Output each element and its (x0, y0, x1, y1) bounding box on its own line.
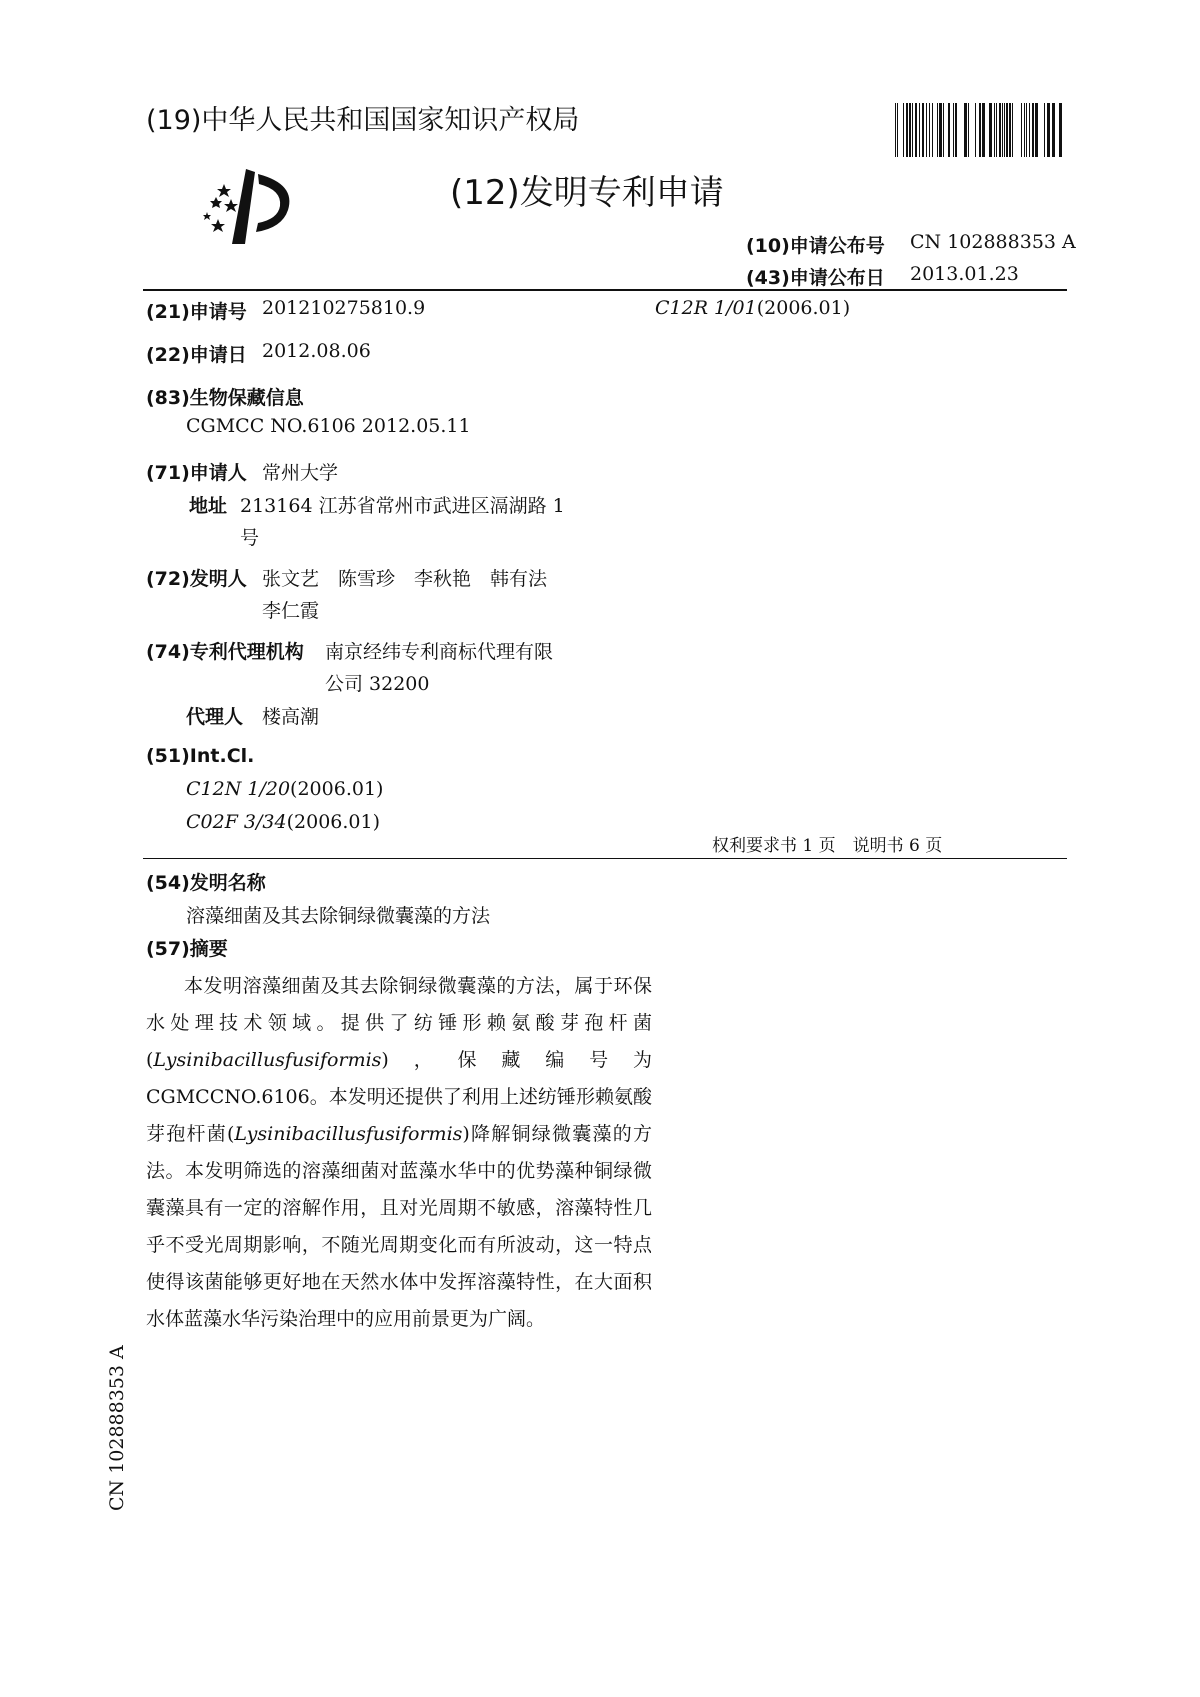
pub-number-value: CN 102888353 A (910, 231, 1076, 253)
address-line-1: 213164 江苏省常州市武进区滆湖路 1 (240, 495, 565, 517)
ipc-entry-1 (186, 778, 383, 800)
ipc-entry-2 (186, 811, 380, 833)
app-date-label: (22)申请日 (146, 344, 247, 366)
page-count: 权利要求书 1 页 说明书 6 页 (712, 836, 943, 856)
applicant-label: (71)申请人 (146, 462, 247, 484)
abstract-label: (57)摘要 (146, 938, 228, 960)
agent-label: 代理人 (186, 706, 244, 728)
ipc-entry-3 (655, 297, 850, 319)
species-name: Lysinibacillusfusiformis (234, 1123, 463, 1145)
issuing-office: (19)中华人民共和国国家知识产权局 (146, 105, 580, 136)
title-label: (54)发明名称 (146, 872, 266, 894)
cnipa-logo (198, 166, 310, 250)
pub-date-label: (43)申请公布日 (746, 267, 885, 289)
ipc-code: C02F 3/34 (186, 811, 287, 833)
header-rule (143, 289, 1067, 291)
section-rule (143, 858, 1067, 859)
agency-line-2: 公司 32200 (325, 673, 430, 695)
ipc-code: C12R 1/01 (655, 297, 757, 319)
barcode (893, 103, 1064, 157)
abstract-part: 本发明溶藻细菌及其去除铜绿微囊藻的方法，属于环保水处理技术领域。提供了纺锤形赖氨酸芽孢杆菌( (146, 975, 652, 1071)
inventors-line-2: 李仁霞 (262, 600, 320, 622)
app-number-value: 201210275810.9 (262, 297, 426, 319)
ipc-version: (2006.01) (286, 811, 381, 833)
abstract-part: )，保藏编号为 CGMCCNO.6106。本发明还提供了利用上述纺锤形赖氨酸芽孢杆菌( (146, 1049, 652, 1145)
invention-title: 溶藻细菌及其去除铜绿微囊藻的方法 (186, 905, 491, 927)
species-name: Lysinibacillusfusiformis (153, 1049, 382, 1071)
ipc-version: (2006.01) (756, 297, 851, 319)
address-label: 地址 (189, 495, 228, 517)
abstract-part: )降解铜绿微囊藻的方法。本发明筛选的溶藻细菌对蓝藻水华中的优势藻种铜绿微囊藻具有一定的溶解作用，且对光周期不敏感，溶藻特性几乎不受光周期影响，不随光周期变化而有所波动，这一特点使得该菌能够更好地在天然水体中发挥溶藻特性，在大面积水体蓝藻水华污染治理中的应用前景更为广阔。 (146, 1123, 652, 1330)
side-publication-number: CN 102888353 A (106, 1345, 128, 1511)
pub-number-label: (10)申请公布号 (746, 235, 885, 257)
abstract-text (146, 968, 652, 1338)
app-number-label: (21)申请号 (146, 301, 247, 323)
inventors-line-1: 张文艺 陈雪珍 李秋艳 韩有法 (262, 568, 548, 590)
applicant-value: 常州大学 (262, 462, 339, 484)
agency-label: (74)专利代理机构 (146, 641, 304, 663)
ipc-code: C12N 1/20 (186, 778, 291, 800)
inventors-label: (72)发明人 (146, 568, 247, 590)
deposit-label: (83)生物保藏信息 (146, 387, 304, 409)
intcl-label: (51)Int.Cl. (146, 745, 255, 767)
pub-date-value: 2013.01.23 (910, 263, 1019, 285)
deposit-value: CGMCC NO.6106 2012.05.11 (186, 415, 471, 437)
agency-line-1: 南京经纬专利商标代理有限 (325, 641, 554, 663)
agent-value: 楼高潮 (262, 706, 320, 728)
ipc-version: (2006.01) (290, 778, 384, 800)
document-type: (12)发明专利申请 (450, 173, 724, 213)
address-line-2: 号 (240, 527, 260, 549)
app-date-value: 2012.08.06 (262, 340, 371, 362)
